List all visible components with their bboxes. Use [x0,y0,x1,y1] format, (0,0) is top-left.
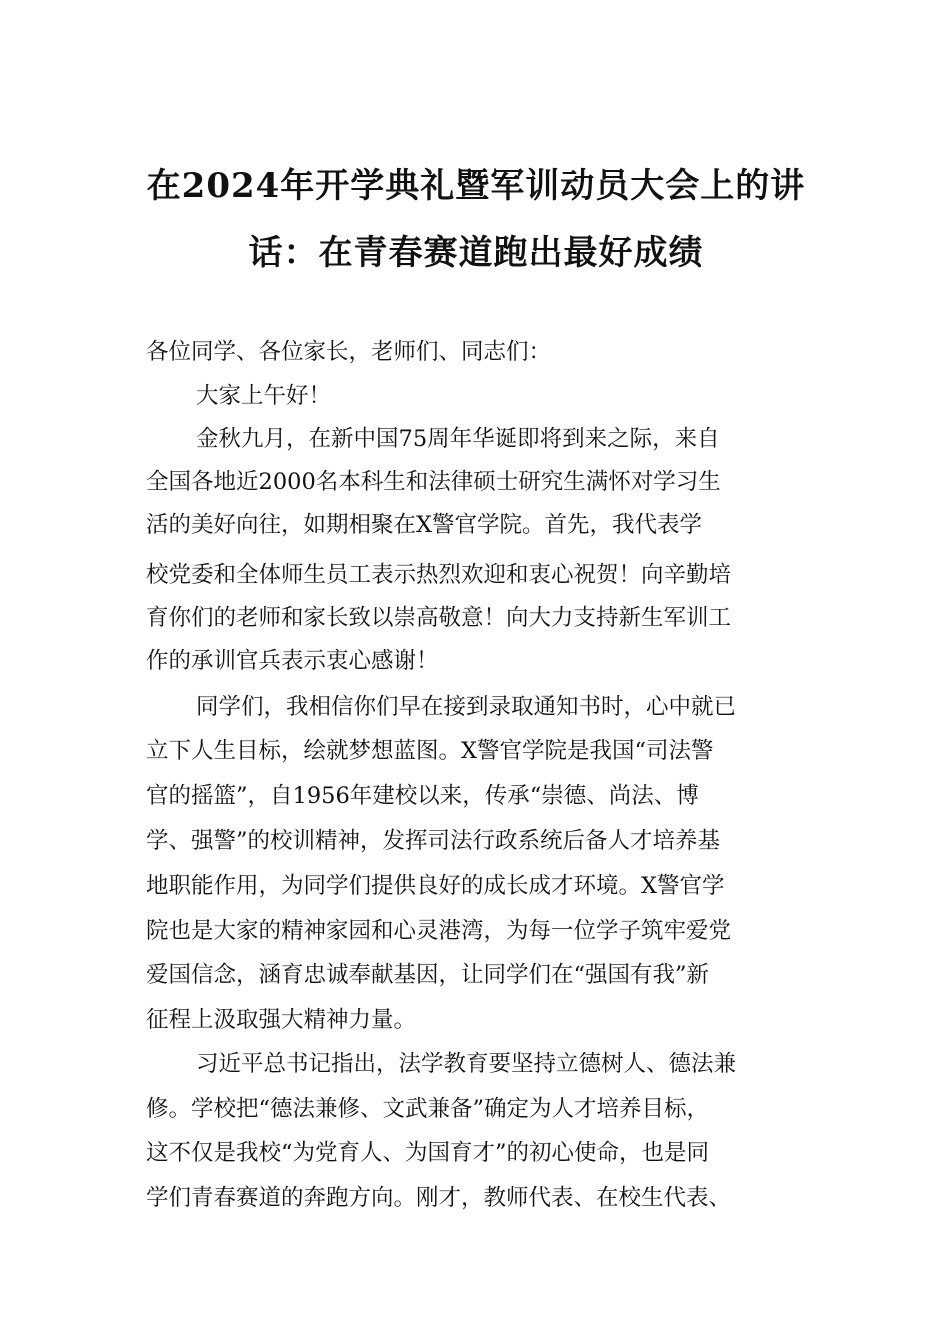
body-line: 金秋九月，在新中国75周年华诞即将到来之际，来自 [196,426,720,452]
body-line: 修。学校把“德法兼修、文武兼备”确定为人才培养目标， [146,1096,710,1122]
body-line: 地职能作用，为同学们提供良好的成长成才环境。X警官学 [146,873,725,899]
body-line: 全国各地近2000名本科生和法律硕士研究生满怀对学习生 [146,469,721,495]
body-line: 学们青春赛道的奔跑方向。刚才，教师代表、在校生代表、 [146,1185,732,1211]
title-line-1: 在2024年开学典礼暨军训动员大会上的讲 [146,166,806,206]
body-line: 各位同学、各位家长，老师们、同志们： [146,339,552,365]
body-line: 习近平总书记指出，法学教育要坚持立德树人、德法兼 [196,1051,737,1077]
body-line: 同学们，我相信你们早在接到录取通知书时，心中就已 [196,694,737,720]
body-line: 育你们的老师和家长致以崇高敬意！向大力支持新生军训工 [146,605,732,631]
body-line: 征程上汲取强大精神力量。 [146,1007,417,1033]
body-line: 活的美好向往，如期相聚在X警官学院。首先，我代表学 [146,512,703,538]
body-line: 作的承训官兵表示衷心感谢！ [146,648,439,674]
body-line: 校党委和全体师生员工表示热烈欢迎和衷心祝贺！向辛勤培 [146,562,732,588]
body-line: 这不仅是我校“为党育人、为国育才”的初心使命，也是同 [146,1140,710,1166]
body-line: 院也是大家的精神家园和心灵港湾，为每一位学子筑牢爱党 [146,918,732,944]
body-line: 大家上午好！ [196,383,332,409]
body-line: 立下人生目标，绘就梦想蓝图。X警官学院是我国“司法警 [146,738,714,764]
body-line: 爱国信念，涵育忠诚奉献基因，让同学们在“强国有我”新 [146,962,710,988]
body-line: 官的摇篮”，自1956年建校以来，传承“崇德、尚法、博 [146,783,699,809]
title-line-2: 话：在青春赛道跑出最好成绩 [248,233,704,273]
body-line: 学、强警”的校训精神，发挥司法行政系统后备人才培养基 [146,828,721,854]
